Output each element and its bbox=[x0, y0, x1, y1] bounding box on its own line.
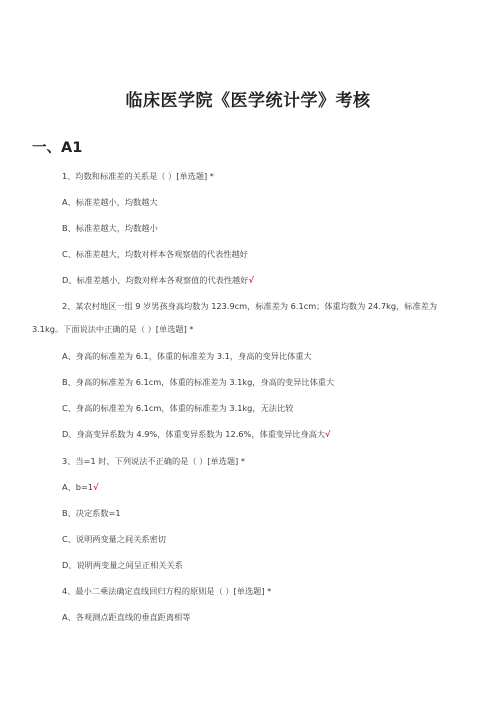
question-1-option-a[interactable]: A、标准差越小，均数越大 bbox=[62, 197, 158, 207]
section-heading: 一、A1 bbox=[32, 140, 83, 156]
document-title: 临床医学院《医学统计学》考核 bbox=[125, 91, 371, 111]
correct-check-icon: √ bbox=[325, 429, 331, 439]
question-3-option-a[interactable]: A、b=1√ bbox=[62, 482, 99, 492]
question-2-option-d[interactable]: D、身高变异系数为 4.9%，体重变异系数为 12.6%，体重变异比身高大√ bbox=[62, 429, 331, 439]
question-3-option-c[interactable]: C、说明两变量之间关系密切 bbox=[62, 534, 166, 544]
question-1-option-d[interactable]: D、标准差越小，均数对样本各观察值的代表性越好√ bbox=[62, 275, 254, 285]
question-1-option-c[interactable]: C、标准差越大，均数对样本各观察值的代表性越好 bbox=[62, 249, 248, 259]
question-1-stem: 1、均数和标准差的关系是（ ）[单选题] * bbox=[62, 171, 214, 181]
question-2-stem: 2、某农村地区一组 9 岁男孩身高均数为 123.9cm，标准差为 6.1cm；体重均数为 24.7kg，标准差为 bbox=[62, 301, 438, 311]
question-2-option-b[interactable]: B、身高的标准差为 6.1cm，体重的标准差为 3.1kg，身高的变异比体重大 bbox=[62, 377, 335, 387]
question-3-stem: 3、当=1 时，下列说法不正确的是（ ）[单选题] * bbox=[62, 456, 245, 466]
question-3-option-d[interactable]: D、说明两变量之间呈正相关关系 bbox=[62, 560, 183, 570]
question-4-stem: 4、最小二乘法确定直线回归方程的原则是（ ）[单选题] * bbox=[62, 586, 272, 596]
question-3-option-b[interactable]: B、决定系数=1 bbox=[62, 508, 121, 518]
question-2-stem-continued: 3.1kg。下面说法中正确的是（ ）[单选题] * bbox=[32, 324, 194, 334]
question-4-option-a[interactable]: A、各观测点距直线的垂直距离相等 bbox=[62, 612, 191, 622]
correct-check-icon: √ bbox=[248, 275, 254, 285]
question-1-option-b[interactable]: B、标准差越大，均数越小 bbox=[62, 223, 158, 233]
question-2-option-a[interactable]: A、身高的标准差为 6.1，体重的标准差为 3.1，身高的变异比体重大 bbox=[62, 351, 312, 361]
correct-check-icon: √ bbox=[93, 482, 99, 492]
question-2-option-c[interactable]: C、身高的标准差为 6.1cm，体重的标准差为 3.1kg，无法比较 bbox=[62, 403, 294, 413]
